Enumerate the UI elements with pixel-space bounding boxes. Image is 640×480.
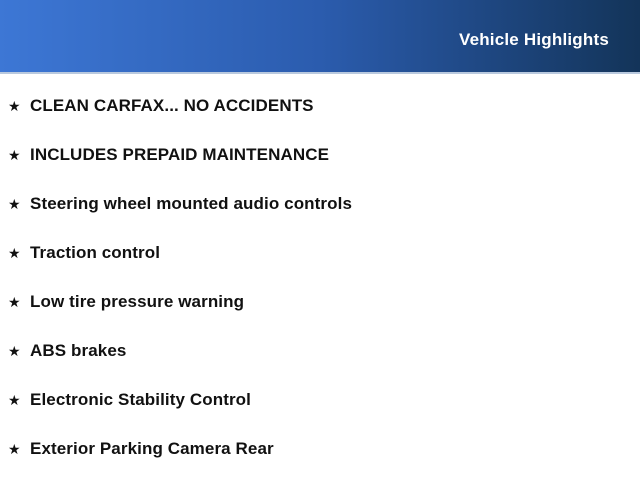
- star-icon: ★: [8, 244, 21, 261]
- highlights-list: [0, 74, 640, 473]
- list-item: [8, 81, 630, 130]
- list-item: [8, 375, 630, 424]
- list-item-label: Steering wheel mounted audio controls: [30, 193, 353, 213]
- page-title: Vehicle Highlights: [458, 30, 609, 49]
- star-icon: ★: [8, 440, 21, 457]
- star-icon: ★: [8, 293, 21, 310]
- list-item: [8, 130, 630, 179]
- list-item: [8, 326, 630, 375]
- list-item-label: CLEAN CARFAX... NO ACCIDENTS: [30, 95, 314, 115]
- list-item-label: Traction control: [30, 242, 161, 262]
- list-item: [8, 424, 630, 473]
- star-icon: ★: [8, 146, 21, 163]
- star-icon: ★: [8, 391, 21, 408]
- list-item-label: INCLUDES PREPAID MAINTENANCE: [30, 144, 330, 164]
- list-item-label: ABS brakes: [30, 340, 127, 360]
- star-icon: ★: [8, 97, 21, 114]
- list-item-label: Electronic Stability Control: [30, 389, 251, 409]
- star-icon: ★: [8, 342, 21, 359]
- list-item: [8, 228, 630, 277]
- list-item: [8, 277, 630, 326]
- vehicle-highlights-header: [0, 0, 640, 74]
- list-item: [8, 179, 630, 228]
- list-item-label: Exterior Parking Camera Rear: [30, 438, 274, 458]
- list-item-label: Low tire pressure warning: [30, 291, 245, 311]
- star-icon: ★: [8, 195, 21, 212]
